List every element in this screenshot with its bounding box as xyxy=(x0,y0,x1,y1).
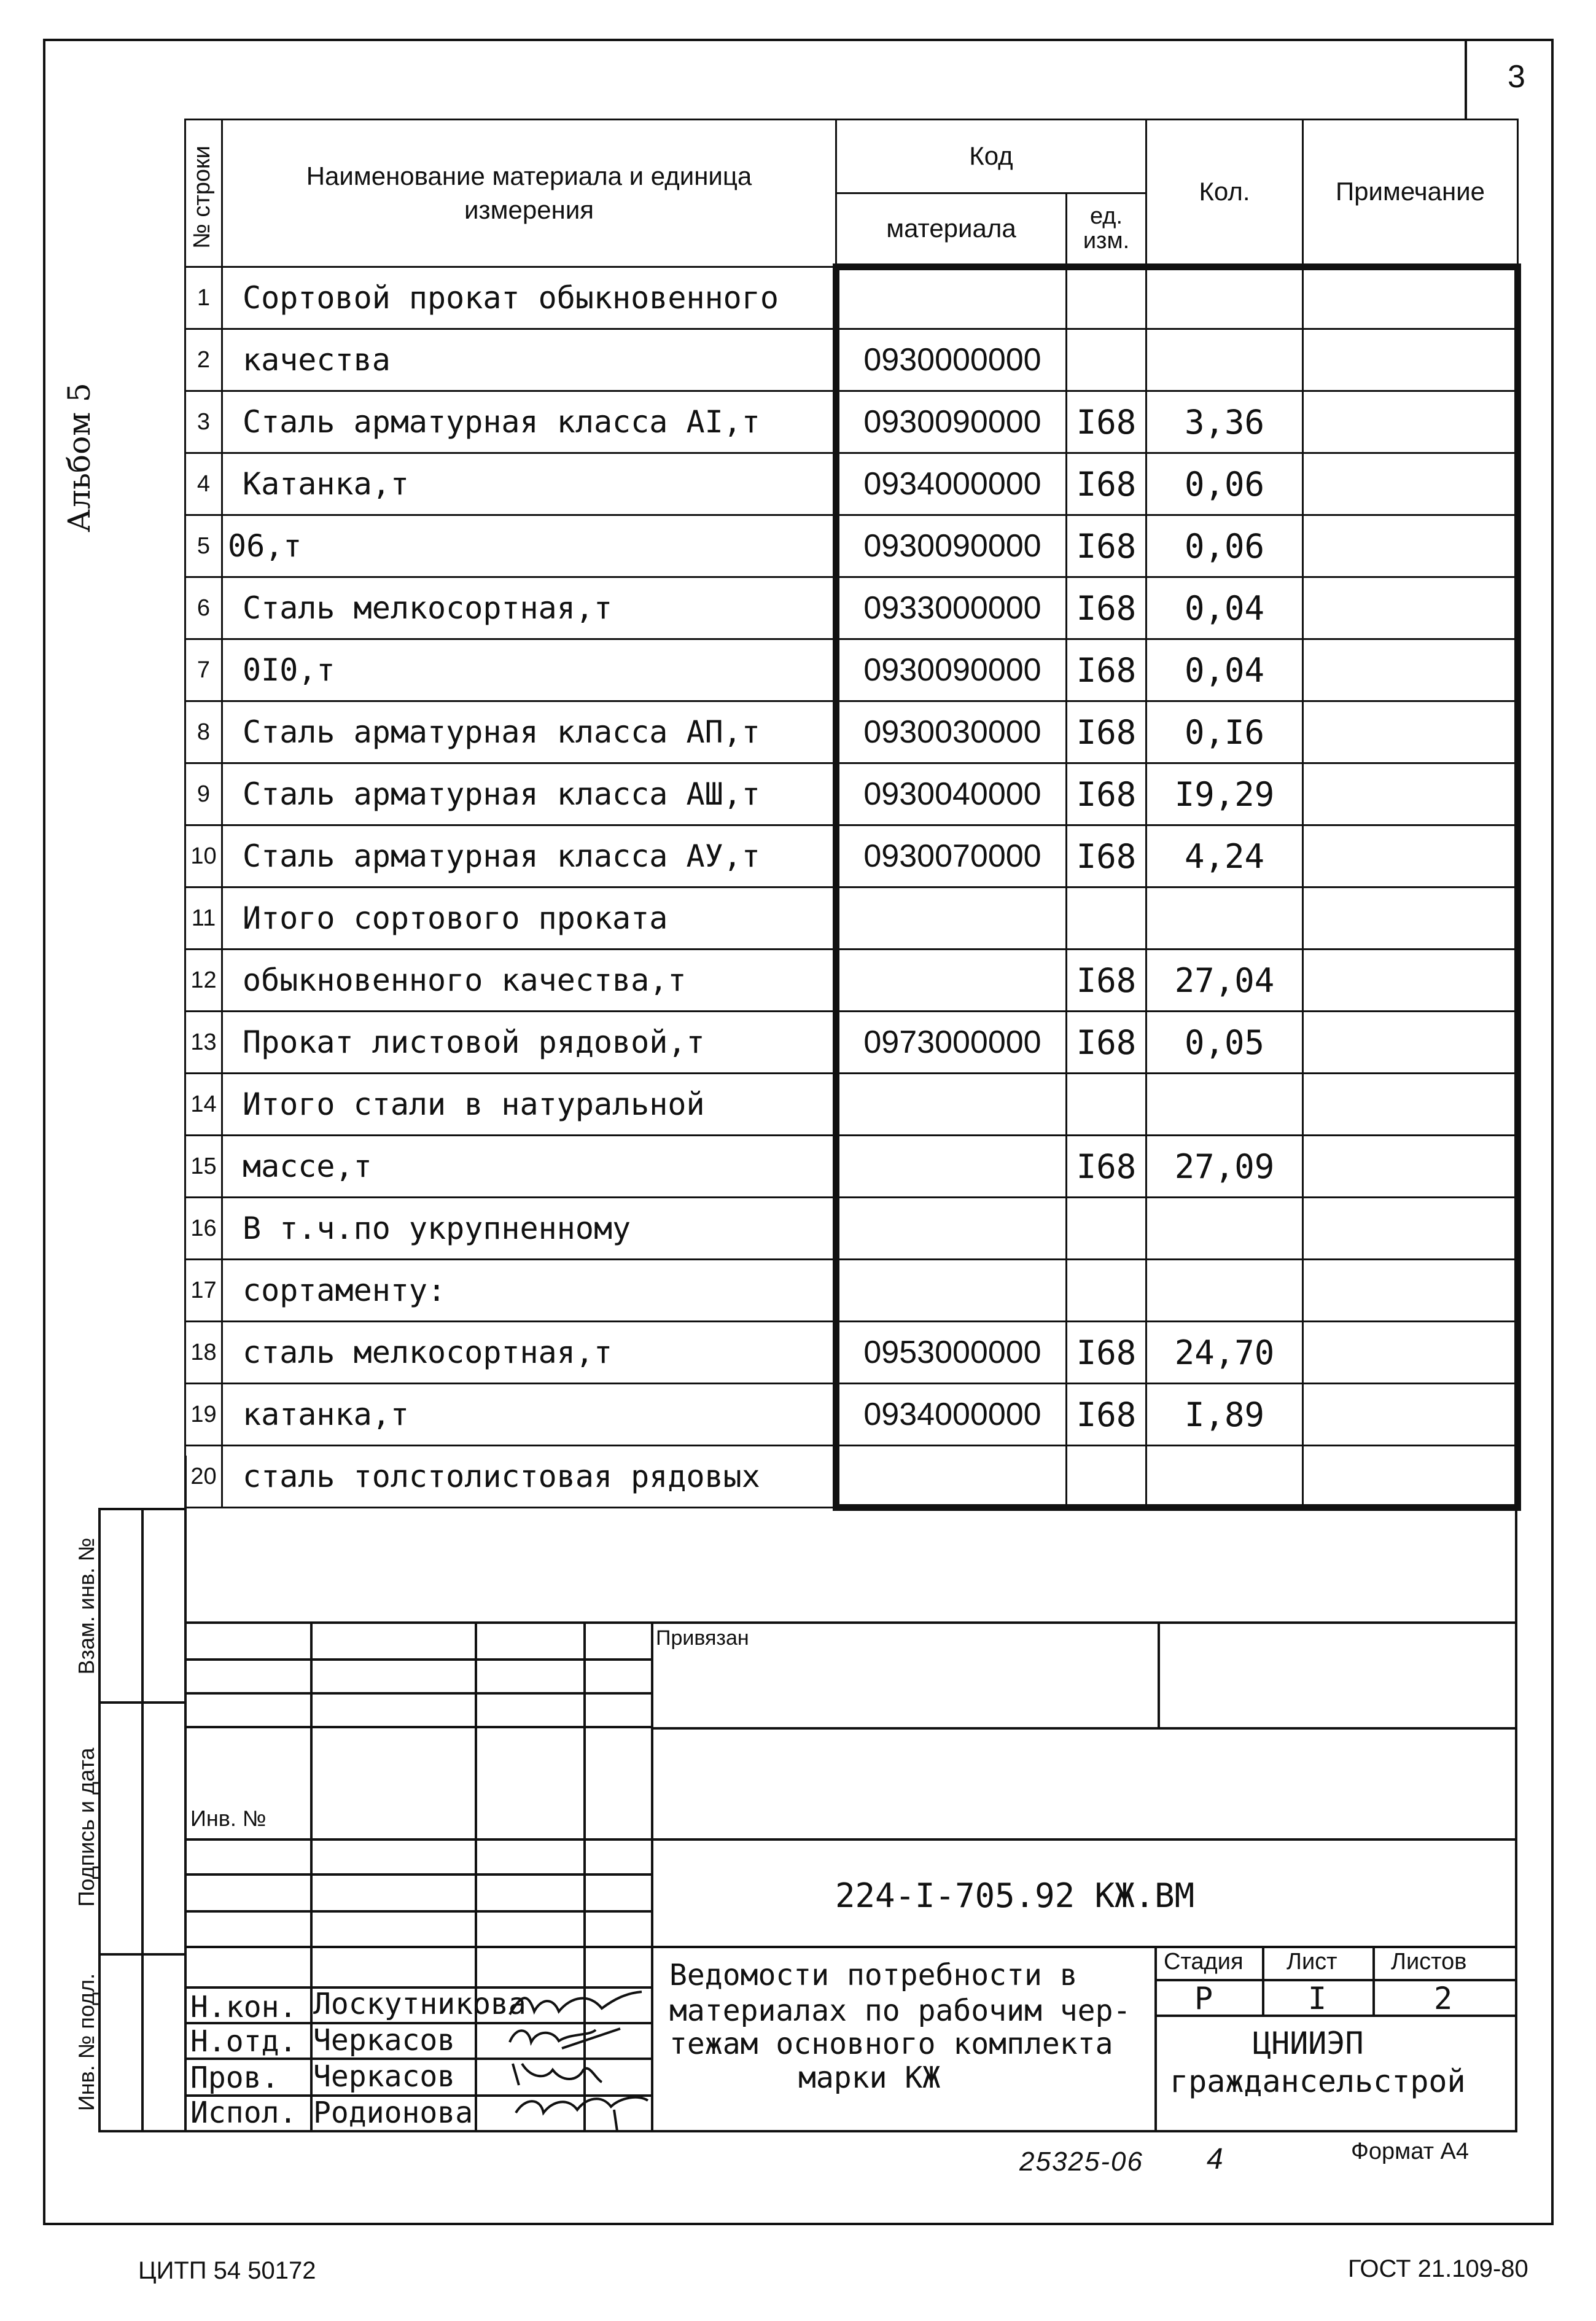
row-code: 0930090000 xyxy=(836,391,1067,453)
materials-table xyxy=(184,119,1521,1511)
row-code: 0953000000 xyxy=(836,1322,1067,1384)
row-note xyxy=(1303,825,1518,887)
row-unit xyxy=(1067,1198,1146,1260)
row-code: 0930030000 xyxy=(836,701,1067,763)
title-line-4: марки КЖ xyxy=(798,2061,941,2095)
row-unit xyxy=(1067,887,1146,950)
row-number: 10 xyxy=(185,825,222,887)
table-row xyxy=(185,515,1518,577)
row-note xyxy=(1303,1260,1518,1322)
row-unit: I68 xyxy=(1067,639,1146,701)
row-qty xyxy=(1146,1260,1303,1322)
row-unit xyxy=(1067,1074,1146,1136)
table-row xyxy=(185,1074,1518,1136)
row-number: 13 xyxy=(185,1012,222,1074)
name-header: Наименование материала и единица измерения xyxy=(222,120,836,267)
bottom-border-block xyxy=(98,2130,1517,2132)
row-qty xyxy=(1146,1074,1303,1136)
signature-2 xyxy=(504,2018,626,2054)
row-number: 3 xyxy=(185,391,222,453)
stage-box-left xyxy=(1154,1946,1157,2130)
row-qty xyxy=(1146,887,1303,950)
row-unit: I68 xyxy=(1067,763,1146,825)
row-qty xyxy=(1146,1446,1303,1508)
name-prov: Черкасов xyxy=(313,2059,456,2094)
row-code: 0934000000 xyxy=(836,453,1067,515)
tb-row-d xyxy=(184,1838,651,1841)
table-header-row xyxy=(185,120,1518,193)
row-unit xyxy=(1067,1446,1146,1508)
row-note xyxy=(1303,577,1518,639)
tb-top xyxy=(184,1621,1517,1624)
role-ispol: Испол. xyxy=(190,2096,297,2130)
document-code: 224-I-705.92 КЖ.ВМ xyxy=(835,1876,1195,1915)
row-note xyxy=(1303,329,1518,391)
tb-v1 xyxy=(310,1621,313,2130)
row-note xyxy=(1303,1198,1518,1260)
handwritten-sheet: 4 xyxy=(1207,2143,1223,2175)
code-header: Код xyxy=(836,120,1146,193)
album-label: Альбом 5 xyxy=(61,383,97,532)
row-unit: I68 xyxy=(1067,515,1146,577)
row-qty: 0,06 xyxy=(1146,515,1303,577)
row-code: 0933000000 xyxy=(836,577,1067,639)
row-note xyxy=(1303,1446,1518,1508)
row-number: 6 xyxy=(185,577,222,639)
row-number: 15 xyxy=(185,1136,222,1198)
row-name: сортаменту: xyxy=(222,1260,836,1322)
row-name: Сортовой прокат обыкновенного xyxy=(222,267,836,329)
row-qty: 3,36 xyxy=(1146,391,1303,453)
row-number: 20 xyxy=(185,1446,222,1508)
row-unit: I68 xyxy=(1067,391,1146,453)
row-number: 7 xyxy=(185,639,222,701)
table-row xyxy=(185,639,1518,701)
row-code xyxy=(836,950,1067,1012)
row-number: 1 xyxy=(185,267,222,329)
row-note xyxy=(1303,1384,1518,1446)
row-name: Сталь мелкосортная,т xyxy=(222,577,836,639)
row-note xyxy=(1303,391,1518,453)
row-name: Сталь арматурная класса АШ,т xyxy=(222,763,836,825)
table-row xyxy=(185,763,1518,825)
podpis-label: Подпись и дата xyxy=(74,1747,99,1907)
tb-row-a xyxy=(184,1658,651,1661)
row-qty: 24,70 xyxy=(1146,1322,1303,1384)
table-row xyxy=(185,1384,1518,1446)
table-row xyxy=(185,577,1518,639)
name-ispol: Родионова xyxy=(313,2096,473,2130)
row-unit: I68 xyxy=(1067,950,1146,1012)
row-qty: 27,09 xyxy=(1146,1136,1303,1198)
title-line-3: тежам основного комплекта xyxy=(669,2027,1113,2061)
row-code xyxy=(836,1260,1067,1322)
gost-label: ГОСТ 21.109-80 xyxy=(1348,2255,1528,2282)
row-no-header: № строки xyxy=(189,146,215,249)
row-code: 0930090000 xyxy=(836,515,1067,577)
table-row xyxy=(185,1260,1518,1322)
tb-v4 xyxy=(651,1621,653,2130)
row-code xyxy=(836,1198,1067,1260)
table-row xyxy=(185,825,1518,887)
left-footer-code: ЦИТП 54 50172 xyxy=(138,2257,316,2284)
tb-row-b xyxy=(184,1692,651,1695)
row-qty: I,89 xyxy=(1146,1384,1303,1446)
inv-no-label: Инв. № xyxy=(190,1806,267,1831)
row-number: 19 xyxy=(185,1384,222,1446)
row-code xyxy=(836,1136,1067,1198)
row-note xyxy=(1303,639,1518,701)
org-line-1: ЦНИИЭП xyxy=(1253,2026,1364,2061)
row-name: Итого стали в натуральной xyxy=(222,1074,836,1136)
inv-podl-label: Инв. № подл. xyxy=(74,1973,99,2112)
row-unit xyxy=(1067,267,1146,329)
vzam-label: Взам. инв. № xyxy=(74,1537,99,1675)
side-stamp-top xyxy=(98,1508,187,1510)
row-note xyxy=(1303,267,1518,329)
row-name: 0I0,т xyxy=(222,639,836,701)
row-name: массе,т xyxy=(222,1136,836,1198)
row-name: Прокат листовой рядовой,т xyxy=(222,1012,836,1074)
qty-header: Кол. xyxy=(1146,120,1303,267)
table-row xyxy=(185,391,1518,453)
tb-row-f xyxy=(184,1910,651,1913)
title-line-1: Ведомости потребности в xyxy=(669,1958,1078,1992)
row-code: 0934000000 xyxy=(836,1384,1067,1446)
table-row xyxy=(185,1136,1518,1198)
role-prov: Пров. xyxy=(190,2061,279,2095)
side-stamp-div2 xyxy=(98,1953,187,1956)
row-number: 17 xyxy=(185,1260,222,1322)
table-row xyxy=(185,1198,1518,1260)
row-qty: 0,06 xyxy=(1146,453,1303,515)
row-name: сталь мелкосортная,т xyxy=(222,1322,836,1384)
table-row xyxy=(185,1446,1518,1508)
table-row xyxy=(185,950,1518,1012)
row-unit: I68 xyxy=(1067,577,1146,639)
row-note xyxy=(1303,950,1518,1012)
row-code: 0973000000 xyxy=(836,1012,1067,1074)
tb-h-title xyxy=(651,1946,1517,1948)
row-name: сталь толстолистовая рядовых xyxy=(222,1446,836,1508)
row-number: 2 xyxy=(185,329,222,391)
row-unit xyxy=(1067,1260,1146,1322)
row-note xyxy=(1303,763,1518,825)
table-row xyxy=(185,887,1518,950)
row-unit: I68 xyxy=(1067,1136,1146,1198)
row-note xyxy=(1303,1136,1518,1198)
row-name: Итого сортового проката xyxy=(222,887,836,950)
privyazan-label: Привязан xyxy=(656,1626,749,1650)
row-qty xyxy=(1146,267,1303,329)
tb-h-code xyxy=(651,1838,1517,1841)
row-name: Сталь арматурная класса АУ,т xyxy=(222,825,836,887)
row-name: качества xyxy=(222,329,836,391)
row-number: 12 xyxy=(185,950,222,1012)
sheet-value: I xyxy=(1308,1981,1327,2016)
note-header: Примечание xyxy=(1303,120,1518,267)
row-name: Сталь арматурная класса АП,т xyxy=(222,701,836,763)
row-qty: 27,04 xyxy=(1146,950,1303,1012)
row-number: 18 xyxy=(185,1322,222,1384)
code-unit-header: ед. изм. xyxy=(1067,193,1146,267)
tb-v5 xyxy=(1158,1621,1160,1727)
page-number: 3 xyxy=(1508,59,1525,95)
tb-row-e xyxy=(184,1873,651,1876)
role-n-kon: Н.кон. xyxy=(190,1990,297,2024)
table-row xyxy=(185,1012,1518,1074)
row-code: 0930070000 xyxy=(836,825,1067,887)
tb-h-priv xyxy=(651,1727,1517,1730)
signature-4 xyxy=(510,2085,657,2134)
tb-row-g xyxy=(184,1946,651,1948)
stage-label: Стадия xyxy=(1164,1949,1244,1975)
row-unit xyxy=(1067,329,1146,391)
row-unit: I68 xyxy=(1067,701,1146,763)
side-stamp-div1 xyxy=(98,1701,187,1704)
row-qty: 0,I6 xyxy=(1146,701,1303,763)
table-row xyxy=(185,701,1518,763)
row-name: Катанка,т xyxy=(222,453,836,515)
side-stamp-mid xyxy=(141,1508,144,2132)
table-row xyxy=(185,329,1518,391)
row-code xyxy=(836,887,1067,950)
stage-value: Р xyxy=(1194,1981,1213,2016)
row-unit: I68 xyxy=(1067,1322,1146,1384)
row-qty: 0,05 xyxy=(1146,1012,1303,1074)
row-note xyxy=(1303,515,1518,577)
title-line-2: материалах по рабочим чер- xyxy=(669,1994,1131,2028)
row-code: 0930040000 xyxy=(836,763,1067,825)
row-note xyxy=(1303,1074,1518,1136)
row-name: Сталь арматурная класса АI,т xyxy=(222,391,836,453)
row-qty: 0,04 xyxy=(1146,577,1303,639)
tb-v2 xyxy=(475,1621,477,2130)
row-name: В т.ч.по укрупненному xyxy=(222,1198,836,1260)
row-name: 06,т xyxy=(222,515,836,577)
row-code xyxy=(836,1074,1067,1136)
org-line-2: граждансельстрой xyxy=(1170,2064,1466,2099)
name-n-otd: Черкасов xyxy=(313,2023,456,2058)
sheets-value: 2 xyxy=(1434,1981,1453,2016)
row-unit: I68 xyxy=(1067,1384,1146,1446)
row-qty: 0,04 xyxy=(1146,639,1303,701)
row-qty: 4,24 xyxy=(1146,825,1303,887)
tb-row-c xyxy=(184,1726,651,1728)
sheets-label: Листов xyxy=(1391,1949,1467,1975)
right-border-lower xyxy=(1515,1456,1517,2131)
sheet-label: Лист xyxy=(1287,1949,1337,1975)
row-number: 11 xyxy=(185,887,222,950)
handwritten-number: 25325-06 xyxy=(1019,2147,1143,2177)
row-note xyxy=(1303,1012,1518,1074)
table-row xyxy=(185,1322,1518,1384)
row-note xyxy=(1303,453,1518,515)
row-number: 9 xyxy=(185,763,222,825)
role-n-otd: Н.отд. xyxy=(190,2024,297,2059)
row-number: 4 xyxy=(185,453,222,515)
row-unit: I68 xyxy=(1067,453,1146,515)
row-number: 8 xyxy=(185,701,222,763)
name-n-kon: Лоскутникова xyxy=(313,1987,526,2021)
row-code xyxy=(836,1446,1067,1508)
row-code xyxy=(836,267,1067,329)
row-number: 5 xyxy=(185,515,222,577)
page-number-box-line xyxy=(1465,39,1467,119)
row-qty: I9,29 xyxy=(1146,763,1303,825)
row-unit: I68 xyxy=(1067,825,1146,887)
row-note xyxy=(1303,1322,1518,1384)
row-code: 0930090000 xyxy=(836,639,1067,701)
row-name: катанка,т xyxy=(222,1384,836,1446)
row-qty xyxy=(1146,329,1303,391)
code-material-header: материала xyxy=(836,193,1067,267)
row-note xyxy=(1303,887,1518,950)
left-border-lower xyxy=(184,1456,187,2131)
table-row xyxy=(185,267,1518,329)
row-name: обыкновенного качества,т xyxy=(222,950,836,1012)
row-note xyxy=(1303,701,1518,763)
row-code: 0930000000 xyxy=(836,329,1067,391)
row-unit: I68 xyxy=(1067,1012,1146,1074)
row-qty xyxy=(1146,1198,1303,1260)
row-number: 16 xyxy=(185,1198,222,1260)
row-no-header-cell xyxy=(185,120,222,267)
table-row xyxy=(185,453,1518,515)
row-number: 14 xyxy=(185,1074,222,1136)
format-label: Формат А4 xyxy=(1351,2139,1469,2164)
